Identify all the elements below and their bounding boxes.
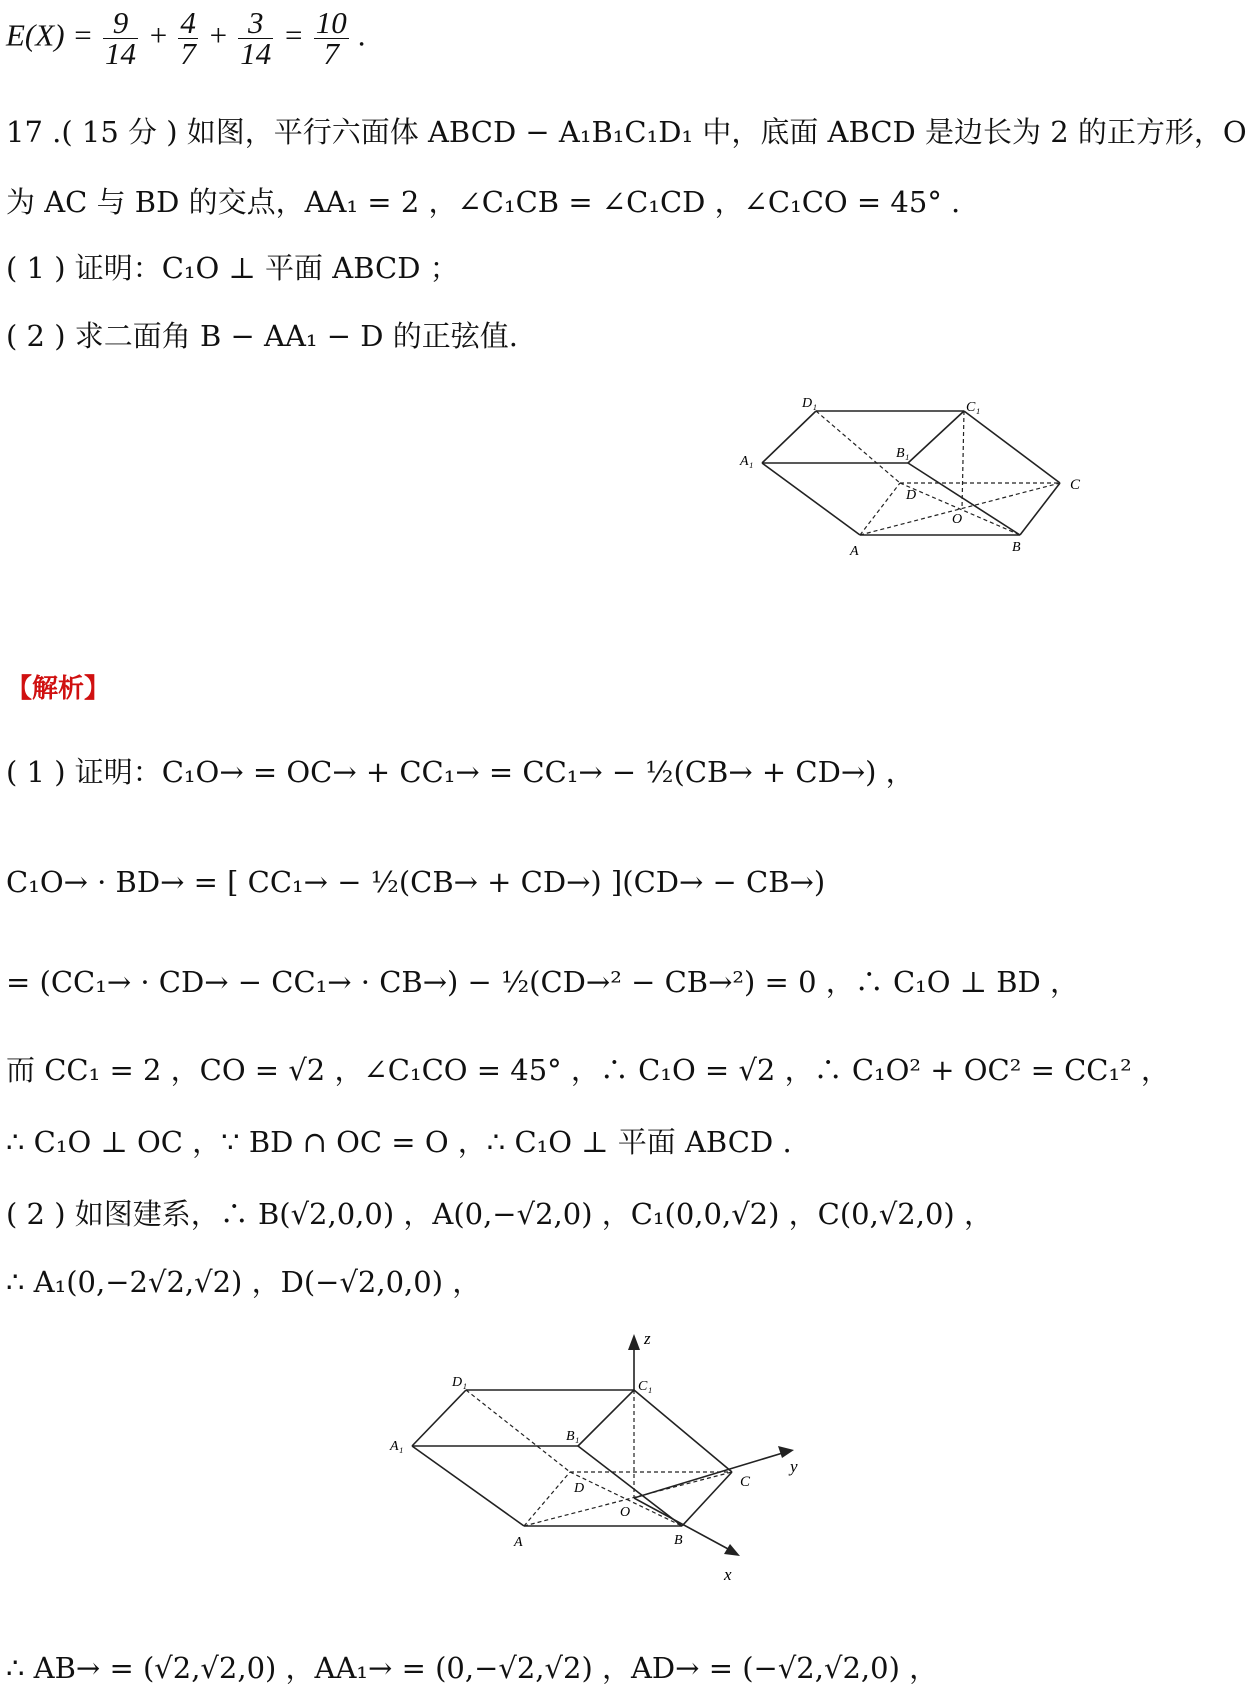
parallelepiped-figure — [740, 395, 1100, 565]
vertex-label: C — [1070, 477, 1081, 493]
solution-line: 而 CC₁ = 2 ，CO = √2 ，∠C₁CO = 45° ，∴ C₁O = √2 ，∴ C₁O² + OC² = CC₁² ， — [6, 1053, 1170, 1087]
vertex-label: B — [1012, 540, 1021, 555]
solution-line: ( 2 ) 如图建系，∴ B(√2,0,0) ，A(0,−√2,0) ，C₁(0,0,√2) ，C(0,√2,0) ， — [6, 1197, 993, 1231]
coordinate-figure — [390, 1329, 810, 1620]
problem-line-1: 17 .( 15 分 ) 如图，平行六面体 ABCD − A₁B₁C₁D₁ 中，底面 ABCD 是边长为 2 的正方形，O — [6, 115, 1247, 149]
vertex-label: O — [952, 512, 963, 527]
axis-label: y — [790, 1457, 798, 1476]
vertex-label: B₁ — [896, 446, 910, 461]
problem-line-2: 为 AC 与 BD 的交点，AA₁ = 2 ，∠C₁CB = ∠C₁CD ，∠C₁CO = 45° . — [6, 185, 961, 219]
vertex-label: B — [674, 1533, 683, 1548]
solution-line: ∴ AB→ = (√2,√2,0) ，AA₁→ = (0,−√2,√2) ，AD→ = (−√2,√2,0) ， — [6, 1651, 939, 1685]
fraction: $\frac{3}{14}$ — [240, 5, 272, 71]
vertex-label: D₁ — [452, 1375, 467, 1390]
vertex-label: C₁ — [638, 1379, 653, 1394]
expectation-line: E(X) = $\frac{9}{14}$ + $\frac{4}{7}$ + $\frac{3}{14}$ = $\frac{10}{7}$ . — [6, 5, 367, 71]
solution-line: ∴ A₁(0,−2√2,√2) ，D(−√2,0,0) ， — [6, 1265, 482, 1299]
solution-line: = (CC₁→ · CD→ − CC₁→ · CB→) − ½(CD→² − CB→²) = 0 ，∴ C₁O ⊥ BD ， — [6, 965, 1080, 999]
axis-label: z — [644, 1329, 651, 1348]
z-arrow-icon — [628, 1334, 640, 1350]
vertex-label: D — [906, 488, 917, 503]
vertex-label: A₁ — [390, 1439, 404, 1454]
solution-line: ( 1 ) 证明：C₁O→ = OC→ + CC₁→ = CC₁→ − ½(CB→ + CD→) ， — [6, 755, 915, 789]
vertex-label: A — [850, 544, 859, 559]
axis-label: x — [724, 1565, 732, 1584]
vertex-label: D₁ — [802, 396, 817, 411]
vertex-label: C — [740, 1474, 751, 1490]
x-arrow-icon — [724, 1544, 740, 1556]
expectation-lhs: E(X) = — [6, 17, 94, 53]
vertex-label: B₁ — [566, 1429, 580, 1444]
problem-part-2: ( 2 ) 求二面角 B − AA₁ − D 的正弦值. — [6, 319, 518, 353]
solution-line: ∴ C₁O ⊥ OC ，∵ BD ∩ OC = O ，∴ C₁O ⊥ 平面 ABCD . — [6, 1125, 792, 1159]
fraction: $\frac{10}{7}$ — [315, 5, 347, 71]
vertex-label: C₁ — [966, 400, 981, 415]
vertex-label: O — [620, 1505, 631, 1520]
vertex-label: D — [574, 1481, 585, 1496]
fraction: $\frac{9}{14}$ — [104, 5, 136, 71]
solution-heading: 【解析】 — [6, 674, 111, 704]
vertex-label: A — [514, 1535, 523, 1550]
problem-part-1: ( 1 ) 证明：C₁O ⊥ 平面 ABCD ； — [6, 251, 459, 285]
solution-line: C₁O→ · BD→ = [ CC₁→ − ½(CB→ + CD→) ](CD→ − CB→) — [6, 865, 826, 899]
vertex-label: A₁ — [740, 454, 754, 469]
fraction: $\frac{4}{7}$ — [180, 5, 196, 71]
